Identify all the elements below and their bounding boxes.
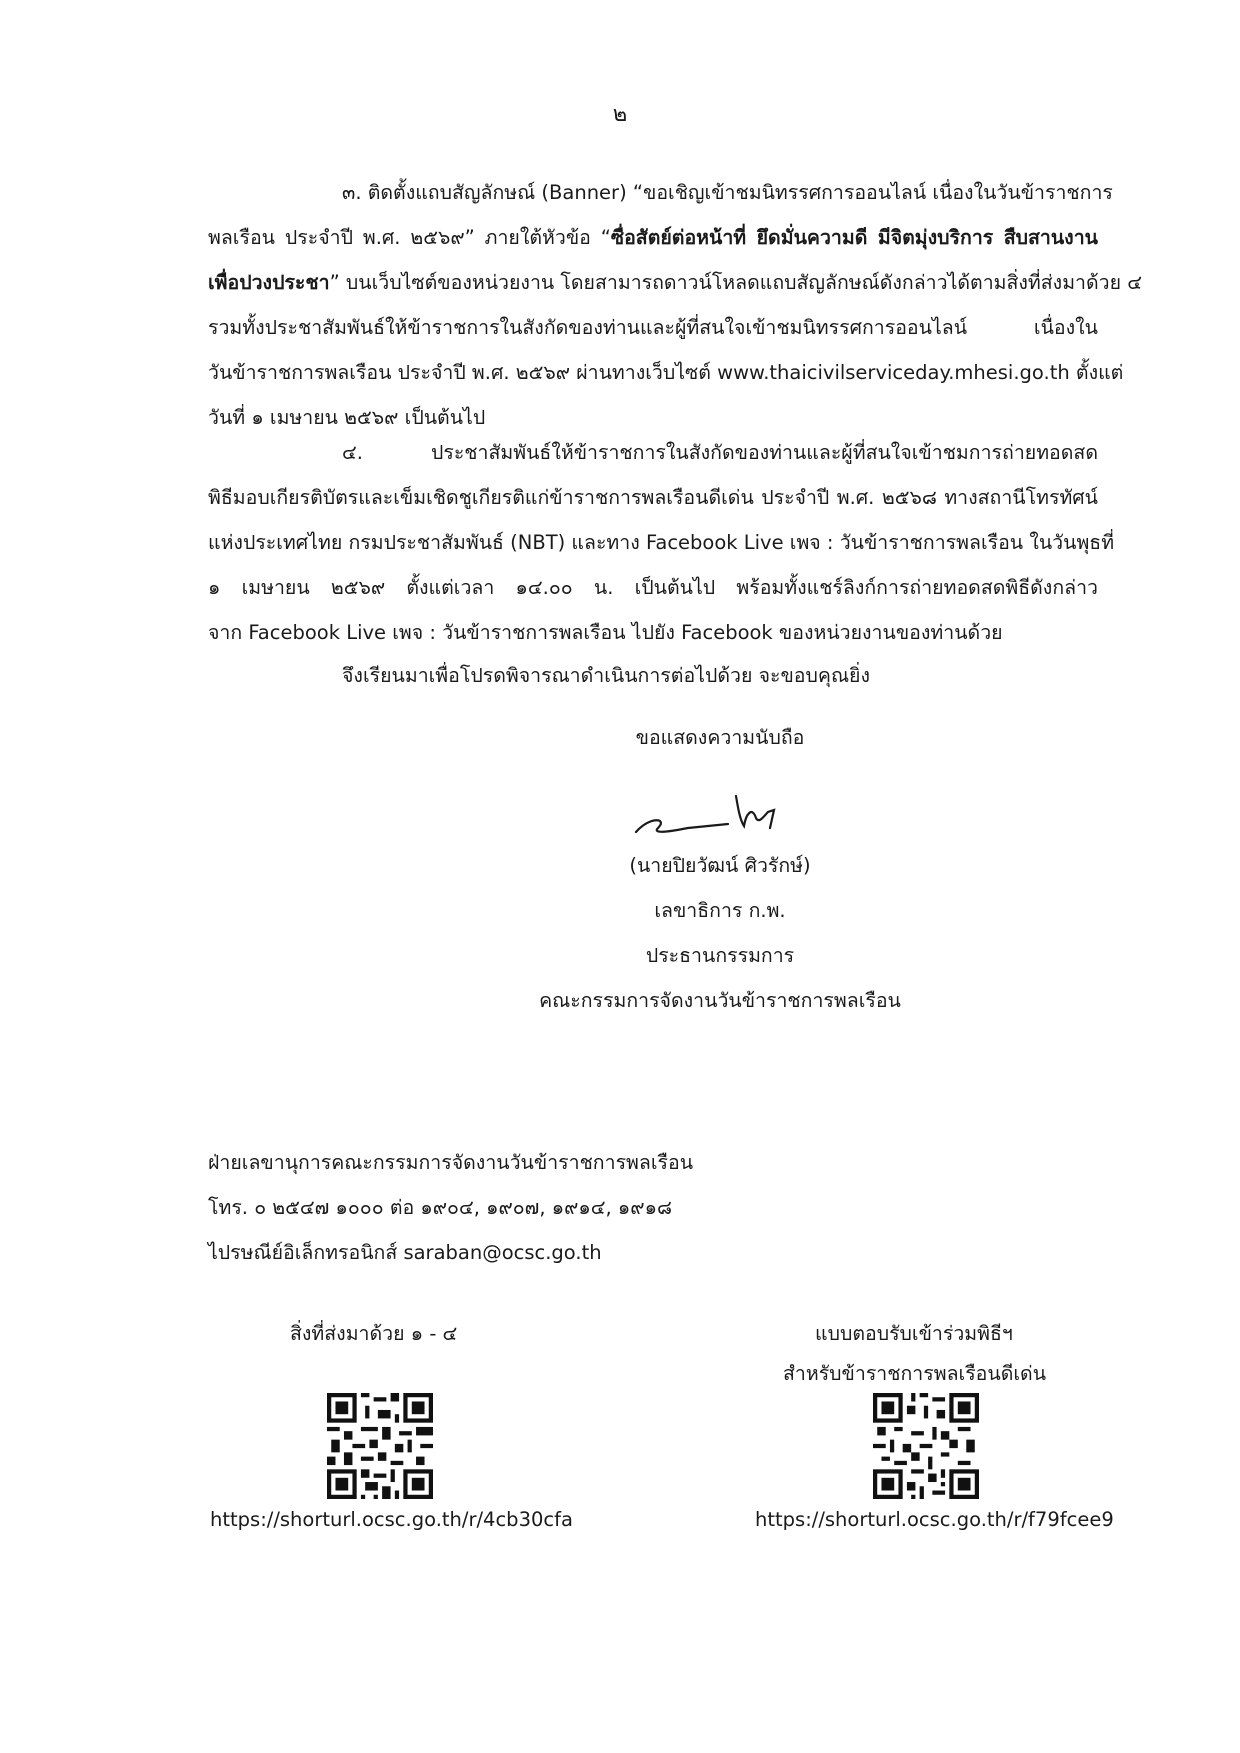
item-4-line-3: แห่งประเทศไทย กรมประชาสัมพันธ์ (NBT) และทาง Facebook Live เพจ : วันข้าราชการพลเรือน ในวันพุธที่ [208,531,1115,554]
item-3-paragraph [208,170,1143,440]
signatory-position-3: คณะกรรมการจัดงานวันข้าราชการพลเรือน [539,989,901,1012]
signature-image [628,788,798,840]
theme-bold-text: ซื่อสัตย์ต่อหน้าที่ ยึดมั่นความดี มีจิตมุ่งบริการ สืบสานงาน [610,226,1098,249]
qr-right-caption-line-1: แบบตอบรับเข้าร่วมพิธีฯ [815,1322,1013,1345]
signatory-position-1: เลขาธิการ ก.พ. [654,899,786,922]
qr-code-response-form-icon[interactable] [873,1393,979,1499]
item-4-line-5: จาก Facebook Live เพจ : วันข้าราชการพลเรือน ไปยัง Facebook ของหน่วยงานของท่านด้วย [208,621,1003,644]
item-4-paragraph [208,430,1115,655]
closing-text: จึงเรียนมาเพื่อโปรดพิจารณาดำเนินการต่อไปด้วย จะขอบคุณยิ่ง [342,664,870,687]
signatory-name: (นายปิยวัฒน์ ศิวรักษ์) [629,854,811,877]
item-3-line-3: เพื่อปวงประชา” บนเว็บไซต์ของหน่วยงาน โดยสามารถดาวน์โหลดแถบสัญลักษณ์ดังกล่าวได้ตามสิ่งที่ส่งมาด้วย ๔ [208,271,1143,294]
contact-email: ไปรษณีย์อิเล็กทรอนิกส์ saraban@ocsc.go.th [208,1241,602,1264]
item-3-line-1: ๓. ติดตั้งแถบสัญลักษณ์ (Banner) “ขอเชิญเข้าชมนิทรรศการออนไลน์ เนื่องในวันข้าราชการ [342,181,1113,204]
contact-office: ฝ่ายเลขานุการคณะกรรมการจัดงานวันข้าราชการพลเรือน [208,1151,694,1174]
item-3-line-5: วันข้าราชการพลเรือน ประจำปี พ.ศ. ๒๕๖๙ ผ่านทางเว็บไซต์ www.thaicivilserviceday.mhesi.go.th ตั้งแต่ [208,361,1124,384]
theme-bold-text-end: เพื่อปวงประชา [208,271,330,294]
qr-right-url[interactable]: https://shorturl.ocsc.go.th/r/f79fcee9 [755,1508,1114,1531]
item-4-line-4: ๑ เมษายน ๒๕๖๙ ตั้งแต่เวลา ๑๔.๐๐ น. เป็นต้นไป พร้อมทั้งแชร์ลิงก์การถ่ายทอดสดพิธีดังกล่าว [208,576,1098,599]
qr-right-caption-line-2: สำหรับข้าราชการพลเรือนดีเด่น [783,1362,1047,1385]
regards-text: ขอแสดงความนับถือ [635,726,805,749]
item-3-line-4: รวมทั้งประชาสัมพันธ์ให้ข้าราชการในสังกัดของท่านและผู้ที่สนใจเข้าชมนิทรรศการออนไลน์ เนื่องใน [208,316,1098,339]
item-4-line-1: ๔. ประชาสัมพันธ์ให้ข้าราชการในสังกัดของท่านและผู้ที่สนใจเข้าชมการถ่ายทอดสด [342,441,1098,464]
qr-left-url[interactable]: https://shorturl.ocsc.go.th/r/4cb30cfa [210,1508,573,1531]
item-4-line-2: พิธีมอบเกียรติบัตรและเข็มเชิดชูเกียรติแก่ข้าราชการพลเรือนดีเด่น ประจำปี พ.ศ. ๒๕๖๘ ทางสถานีโทรทัศน์ [208,486,1098,509]
item-3-line-2: พลเรือน ประจำปี พ.ศ. ๒๕๖๙” ภายใต้หัวข้อ “ซื่อสัตย์ต่อหน้าที่ ยึดมั่นความดี มีจิตมุ่งบริการ สืบสานงาน [208,226,1098,249]
contact-phone: โทร. ๐ ๒๕๔๗ ๑๐๐๐ ต่อ ๑๙๐๔, ๑๙๐๗, ๑๙๑๔, ๑๙๑๘ [208,1196,673,1219]
qr-left-caption: สิ่งที่ส่งมาด้วย ๑ - ๔ [290,1322,458,1345]
item-3-line-6: วันที่ ๑ เมษายน ๒๕๖๙ เป็นต้นไป [208,406,486,429]
signatory-position-2: ประธานกรรมการ [645,944,795,967]
qr-code-attachments-icon[interactable] [327,1393,433,1499]
page-number: ๒ [612,102,628,127]
